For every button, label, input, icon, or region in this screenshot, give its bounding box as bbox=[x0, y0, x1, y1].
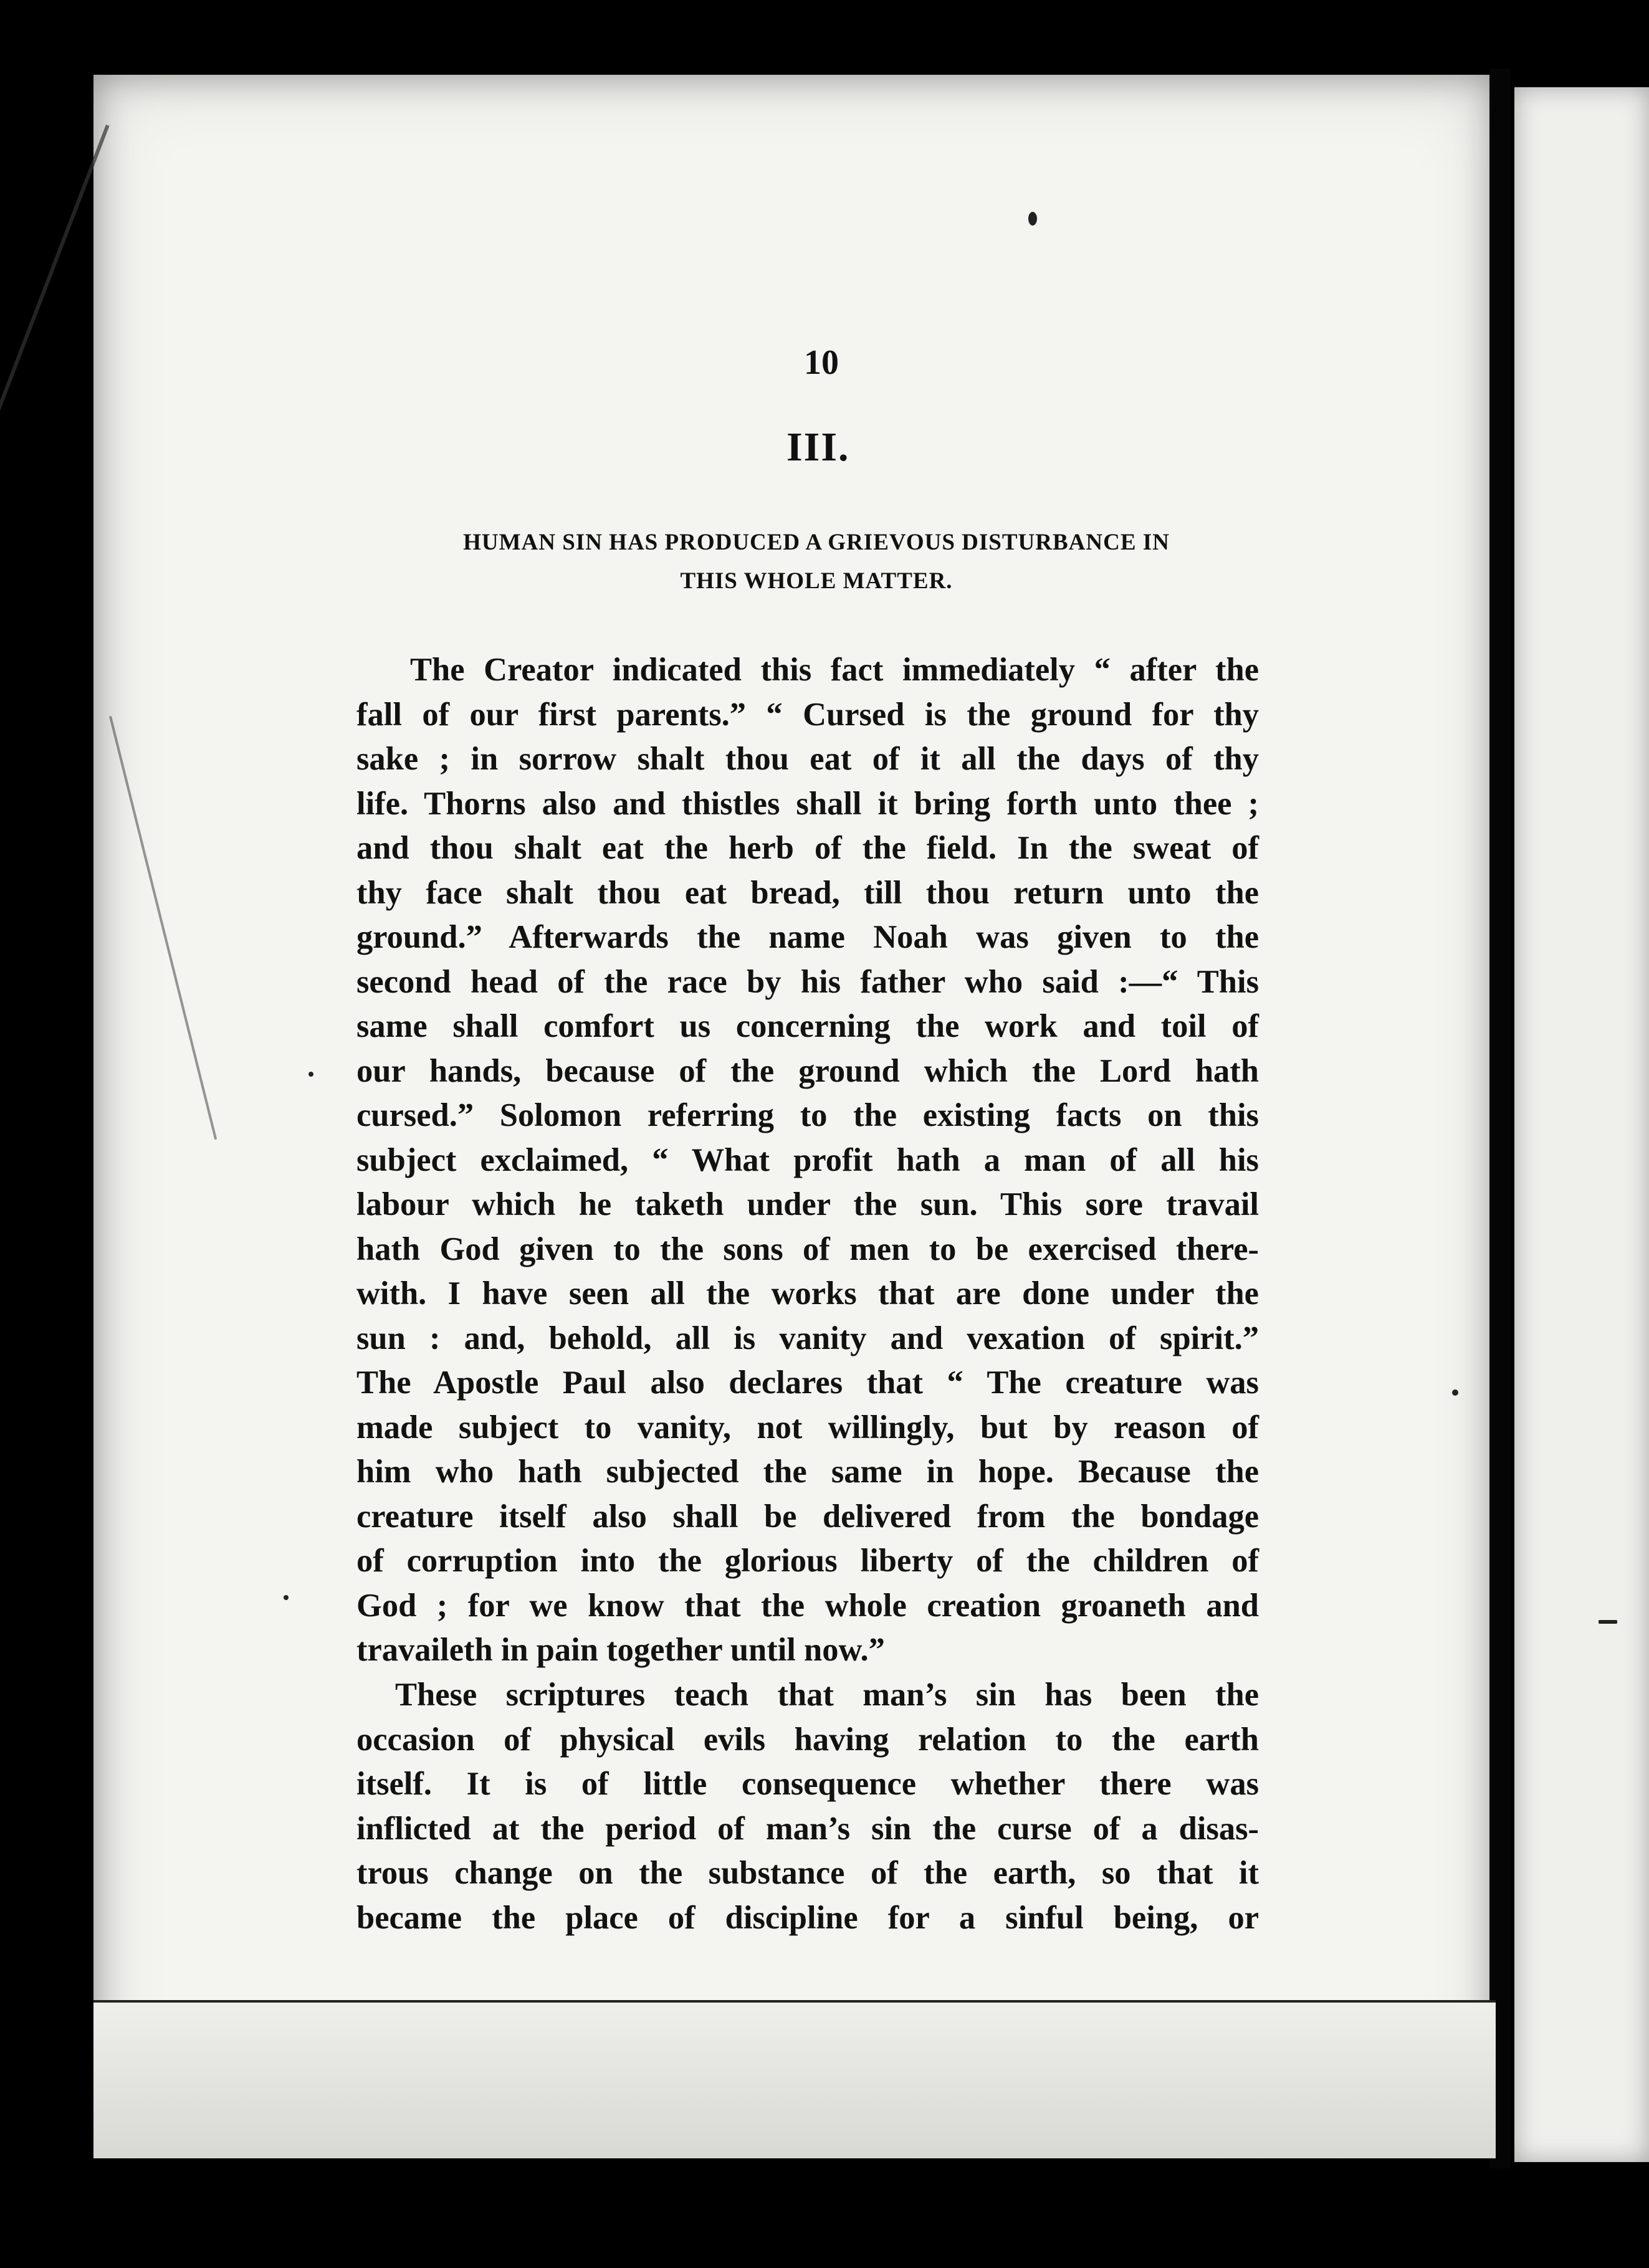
text-line: itself. It is of little consequence whether there was bbox=[356, 1766, 1259, 1802]
text-line: thy face shalt thou eat bread, till thou return unto the bbox=[356, 874, 1259, 911]
text-line: life. Thorns also and thistles shall it bring forth unto thee ; bbox=[356, 785, 1259, 822]
text-line: creature itself also shall be delivered from the bondage bbox=[356, 1498, 1259, 1535]
text-line: occasion of physical evils having relation to the earth bbox=[356, 1721, 1259, 1758]
page-gutter bbox=[1489, 69, 1511, 2168]
paragraph-1 bbox=[356, 648, 1259, 1673]
text-line: inflicted at the period of man’s sin the curse of a disas- bbox=[356, 1810, 1259, 1847]
text-line: travaileth in pain together until now.” bbox=[356, 1632, 885, 1668]
text-line: made subject to vanity, not willingly, but by reason of bbox=[356, 1409, 1259, 1446]
text-line: our hands, because of the ground which the Lord hath bbox=[356, 1052, 1259, 1089]
paragraph-2 bbox=[356, 1673, 1259, 1940]
page-bottom-margin bbox=[93, 2000, 1496, 2158]
section-heading-line: THIS WHOLE MATTER. bbox=[680, 568, 953, 594]
text-line: The Creator indicated this fact immediately “ after the bbox=[410, 652, 1259, 688]
text-line: and thou shalt eat the herb of the field. In the sweat of bbox=[356, 830, 1259, 866]
text-line: ground.” Afterwards the name Noah was given to the bbox=[356, 919, 1259, 955]
text-line: sake ; in sorrow shalt thou eat of it all the days of thy bbox=[356, 741, 1259, 777]
facing-page-edge bbox=[1514, 87, 1649, 2162]
section-numeral: III. bbox=[786, 424, 850, 470]
text-line: subject exclaimed, “ What profit hath a man of all his bbox=[356, 1141, 1259, 1178]
page-number: 10 bbox=[804, 343, 839, 382]
text-line: same shall comfort us concerning the work and toil of bbox=[356, 1008, 1259, 1044]
text-line: him who hath subjected the same in hope. Because the bbox=[356, 1454, 1259, 1490]
text-line: sun : and, behold, all is vanity and vexation of spirit.” bbox=[356, 1320, 1259, 1356]
scan-speck bbox=[284, 1595, 289, 1600]
text-line: second head of the race by his father who said :—“ This bbox=[356, 963, 1259, 1000]
text-line: cursed.” Solomon referring to the existing facts on this bbox=[356, 1097, 1259, 1133]
text-line: These scriptures teach that man’s sin has been the bbox=[395, 1677, 1259, 1713]
text-line: trous change on the substance of the earth, so that it bbox=[356, 1855, 1259, 1891]
text-line: with. I have seen all the works that are done under the bbox=[356, 1275, 1259, 1312]
text-line: The Apostle Paul also declares that “ The creature was bbox=[356, 1365, 1259, 1401]
text-line: became the place of discipline for a sinful being, or bbox=[356, 1899, 1259, 1936]
text-line: God ; for we know that the whole creation groaneth and bbox=[356, 1587, 1259, 1624]
text-line: hath God given to the sons of men to be exercised there- bbox=[356, 1231, 1259, 1267]
scan-speck bbox=[1028, 212, 1037, 226]
scan-speck bbox=[1452, 1389, 1458, 1396]
text-line: labour which he taketh under the sun. This sore travail bbox=[356, 1186, 1259, 1222]
scan-speck bbox=[1599, 1620, 1617, 1624]
text-line: fall of our first parents.” “ Cursed is the ground for thy bbox=[356, 696, 1259, 733]
section-heading-line: HUMAN SIN HAS PRODUCED A GRIEVOUS DISTURBANCE IN bbox=[463, 530, 1170, 555]
section-heading bbox=[368, 523, 1265, 601]
text-line: of corruption into the glorious liberty of the children of bbox=[356, 1543, 1259, 1579]
scan-speck bbox=[308, 1072, 313, 1077]
